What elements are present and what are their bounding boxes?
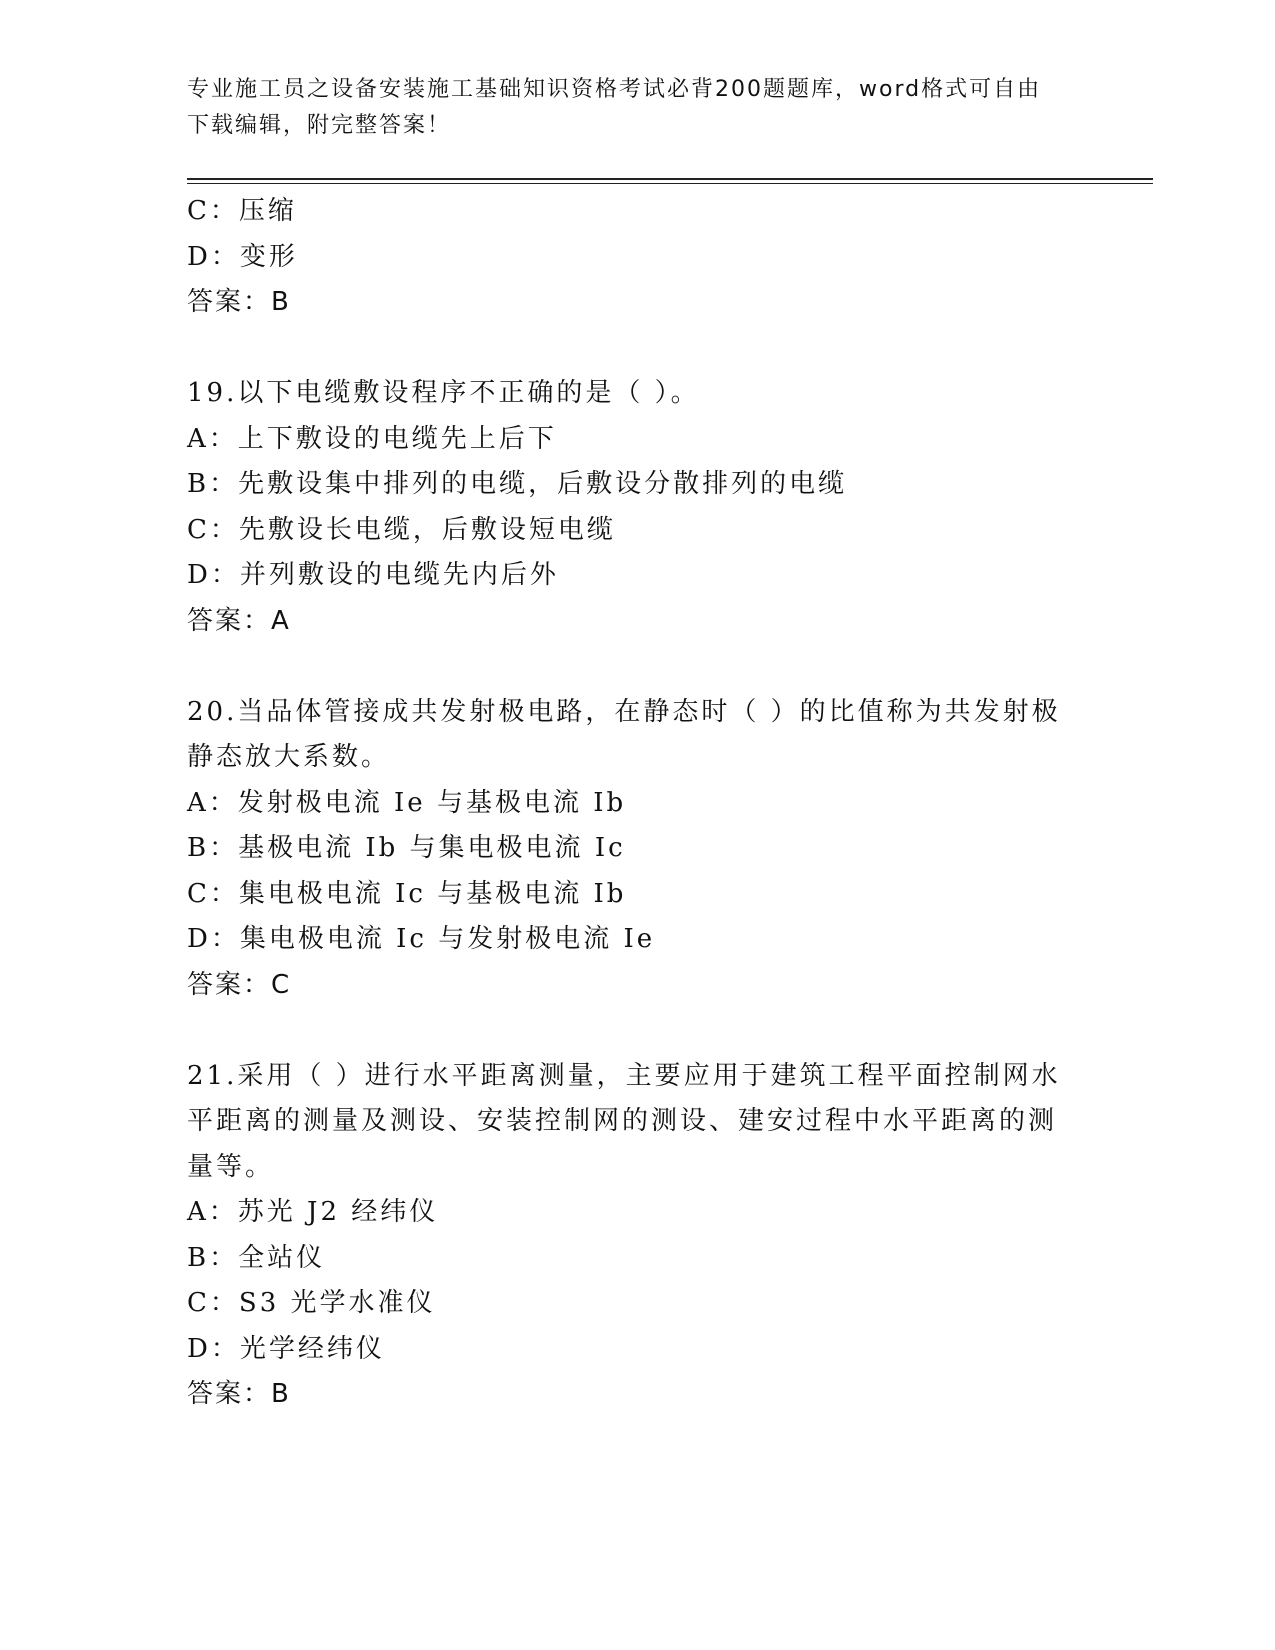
- page-header: [187, 72, 1067, 144]
- option-a: A：苏光 J2 经纬仪: [187, 1197, 439, 1227]
- question-continuation: [187, 189, 1067, 326]
- question-stem-continued: 平距离的测量及测设、安装控制网的测设、建安过程中水平距离的测: [187, 1106, 1058, 1136]
- option-c: C：先敷设长电缆，后敷设短电缆: [187, 514, 616, 545]
- option-d: D：并列敷设的电缆先内后外: [187, 560, 559, 590]
- question-stem-continued: 量等。: [187, 1151, 275, 1182]
- header-divider-thin: [187, 183, 1153, 184]
- header-line-2: 下载编辑，附完整答案！: [187, 113, 452, 138]
- answer-line: 答案：C: [187, 969, 292, 1000]
- question-20: [187, 690, 1067, 1009]
- option-b: B：基极电流 Ib 与集电极电流 Ic: [187, 833, 626, 863]
- option-c: C：集电极电流 Ic 与基极电流 Ib: [187, 878, 627, 909]
- question-stem-continued: 静态放大系数。: [187, 742, 391, 772]
- spacer: [187, 326, 1067, 372]
- spacer: [187, 1008, 1067, 1054]
- option-a: A：上下敷设的电缆先上后下: [187, 423, 557, 454]
- question-stem: 21.采用（ ）进行水平距离测量，主要应用于建筑工程平面控制网水: [187, 1060, 1061, 1091]
- answer-line: 答案：B: [187, 1379, 291, 1409]
- spacer: [187, 644, 1067, 690]
- answer-line: 答案：A: [187, 605, 291, 636]
- option-d: D：光学经纬仪: [187, 1333, 385, 1364]
- option-d: D：集电极电流 Ic 与发射极电流 Ie: [187, 924, 656, 954]
- option-a: A：发射极电流 Ie 与基极电流 Ib: [187, 787, 627, 818]
- page-content: [187, 189, 1067, 1418]
- header-line-1: 专业施工员之设备安装施工基础知识资格考试必背200题题库，word格式可自由: [187, 77, 1042, 102]
- option-b: B：先敷设集中排列的电缆，后敷设分散排列的电缆: [187, 469, 848, 499]
- question-stem: 20.当品体管接成共发射极电路，在静态时（ ）的比值称为共发射极: [187, 696, 1061, 727]
- question-stem: 19.以下电缆敷设程序不正确的是（ ）。: [187, 378, 700, 408]
- question-19: [187, 371, 1067, 644]
- option-d: D：变形: [187, 241, 298, 272]
- option-c: C：压缩: [187, 196, 297, 226]
- question-21: [187, 1054, 1067, 1418]
- option-b: B：全站仪: [187, 1242, 326, 1273]
- answer-line: 答案：B: [187, 287, 291, 317]
- option-c: C：S3 光学水准仪: [187, 1288, 436, 1318]
- header-divider-thick: [187, 178, 1153, 180]
